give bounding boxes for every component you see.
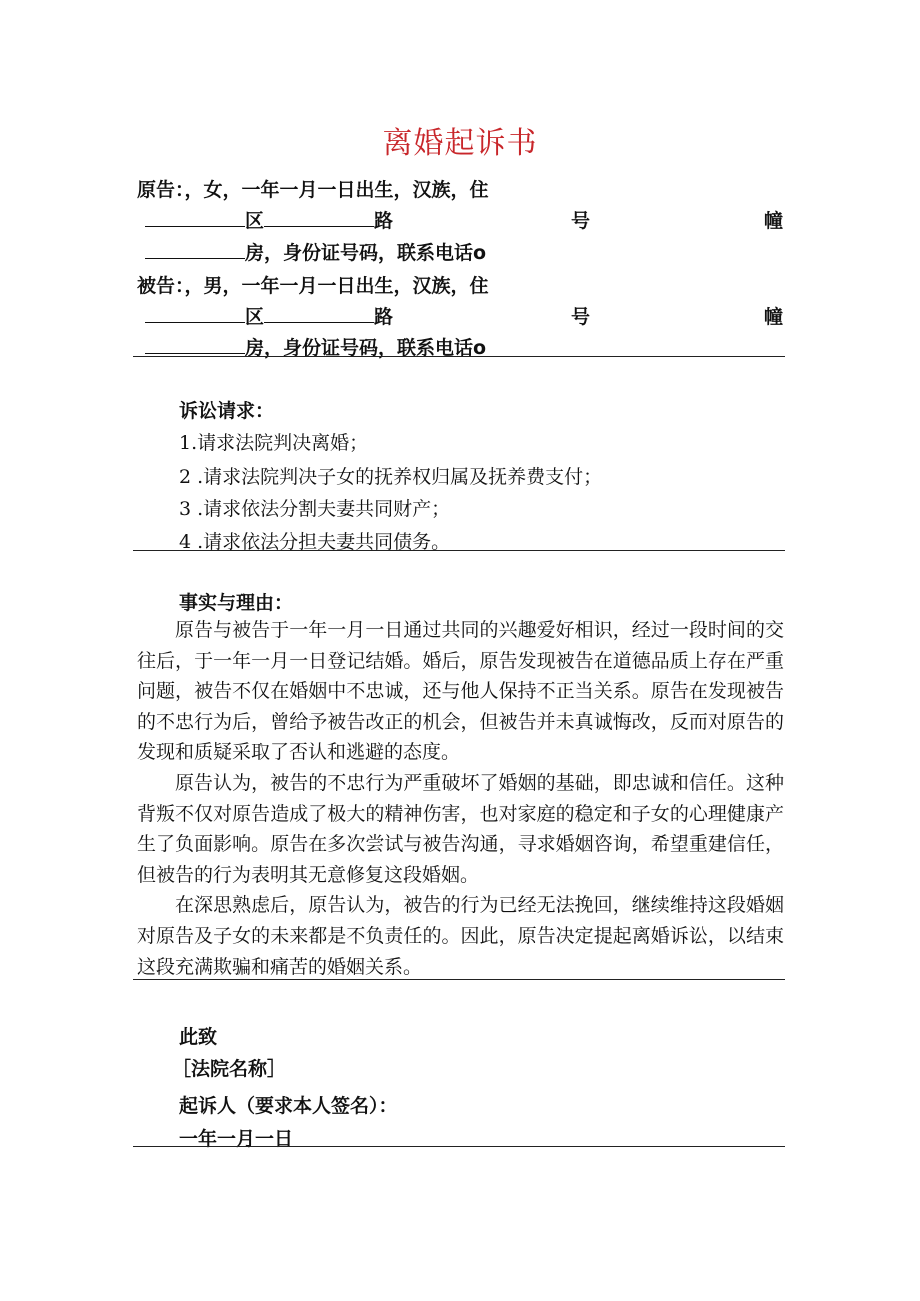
room-blank — [145, 240, 245, 259]
plaintiff-line-3 — [145, 238, 486, 265]
district-blank — [145, 304, 245, 323]
road-label: 路 — [374, 306, 394, 328]
district-blank — [145, 208, 245, 227]
date-line: 一年一月一日 — [179, 1128, 294, 1150]
road-blank — [264, 208, 374, 227]
defendant-line-1: 被告：，男，一年一月一日出生，汉族，住 — [137, 275, 489, 297]
facts-paragraph-3: 在深思熟虑后，原告认为，被告的行为已经无法挽回，继续维持这段婚姻对原告及子女的未来都是不负责任的。因此，原告决定提起离婚诉讼，以结束这段充满欺骗和痛苦的婚姻关系。 — [137, 894, 784, 978]
district-label: 区 — [245, 306, 265, 328]
plaintiff-building-label: 幢 — [764, 210, 784, 232]
facts-paragraph-1: 原告与被告于一年一月一日通过共同的兴趣爱好相识，经过一段时间的交往后，于一年一月一日登记结婚。婚后，原告发现被告在道德品质上存在严重问题，被告不仅在婚姻中不忠诚，还与他人保持不正当关系。原告在发现被告的不忠行为后，曾给予被告改正的机会，但被告并未真诚悔改，反而对原告的发现和质疑采取了否认和逃避的态度。 — [137, 619, 784, 764]
court-name: ［法院名称］ — [172, 1058, 287, 1080]
claims-heading: 诉讼请求： — [179, 400, 275, 422]
defendant-building-label: 幢 — [764, 306, 784, 328]
claim-item-3: 3 .请求依法分割夫妻共同财产； — [179, 498, 451, 520]
room-blank — [145, 335, 245, 354]
plaintiff-room-id-phone: 房，身份证号码，联系电话o — [245, 242, 487, 264]
section-divider — [133, 979, 785, 980]
defendant-room-id-phone: 房，身份证号码，联系电话o — [245, 337, 487, 359]
claim-item-4: 4 .请求依法分担夫妻共同债务。 — [179, 531, 451, 553]
defendant-address-line — [145, 302, 393, 329]
plaintiff-number-label: 号 — [571, 210, 591, 232]
section-divider — [133, 550, 785, 551]
signature-line: 起诉人（要求本人签名）： — [179, 1095, 398, 1117]
facts-paragraph-2: 原告认为，被告的不忠行为严重破坏了婚姻的基础，即忠诚和信任。这种背叛不仅对原告造成了极大的精神伤害，也对家庭的稳定和子女的心理健康产生了负面影响。原告在多次尝试与被告沟通，寻求婚姻咨询，希望重建信任，但被告的行为表明其无意修复这段婚姻。 — [137, 771, 784, 886]
salutation: 此致 — [179, 1026, 218, 1048]
section-divider — [133, 356, 785, 357]
document-title: 离婚起诉书 — [382, 126, 538, 161]
road-label: 路 — [374, 210, 394, 232]
plaintiff-address-line — [145, 206, 393, 233]
facts-heading: 事实与理由： — [179, 592, 294, 614]
section-divider — [133, 1146, 785, 1147]
plaintiff-line-1: 原告：，女，一年一月一日出生，汉族，住 — [137, 179, 489, 201]
road-blank — [264, 304, 374, 323]
facts-body — [137, 615, 784, 982]
claim-item-1: 1.请求法院判决离婚； — [179, 432, 369, 454]
claim-item-2: 2 .请求法院判决子女的抚养权归属及抚养费支付； — [179, 466, 603, 488]
defendant-number-label: 号 — [571, 306, 591, 328]
district-label: 区 — [245, 210, 265, 232]
